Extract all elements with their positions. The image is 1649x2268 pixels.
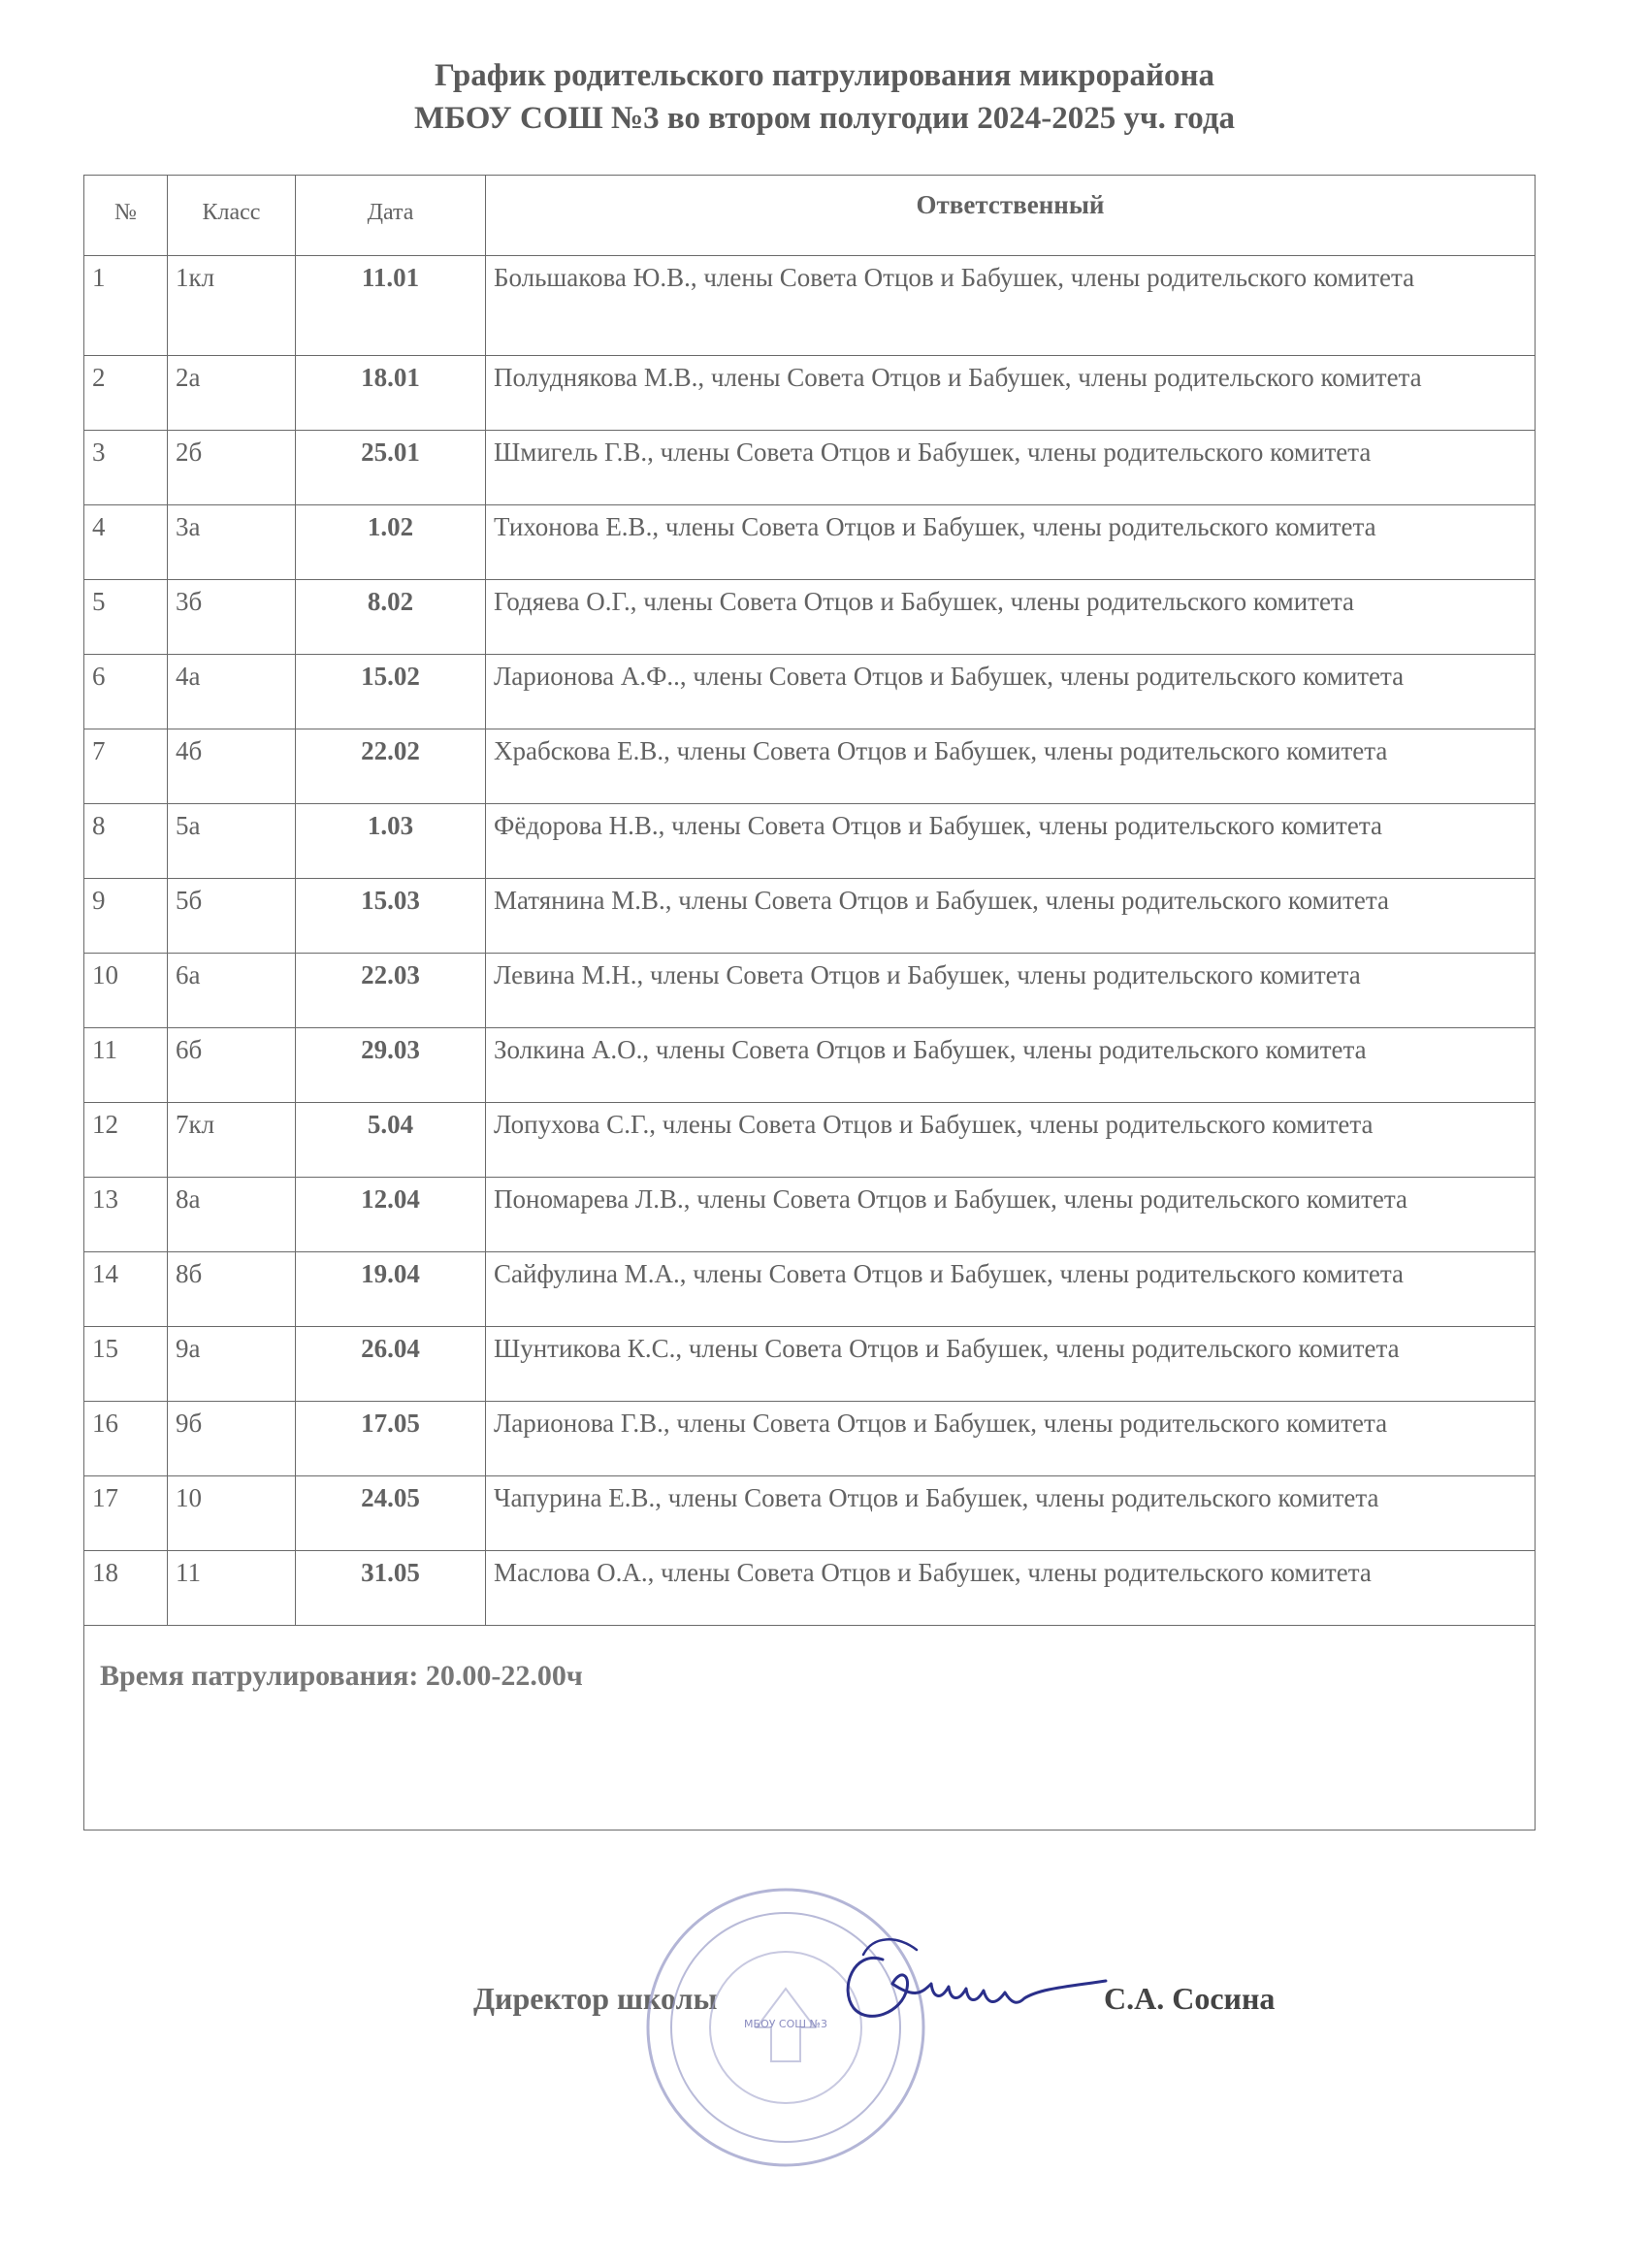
row-date: 5.04 bbox=[296, 1103, 486, 1178]
row-num: 7 bbox=[84, 729, 168, 804]
row-date: 22.03 bbox=[296, 954, 486, 1028]
row-num: 1 bbox=[84, 256, 168, 356]
row-responsible: Тихонова Е.В., члены Совета Отцов и Бабушек, члены родительского комитета bbox=[486, 505, 1536, 580]
row-responsible: Фёдорова Н.В., члены Совета Отцов и Бабушек, члены родительского комитета bbox=[486, 804, 1536, 879]
row-date: 18.01 bbox=[296, 356, 486, 431]
row-num: 10 bbox=[84, 954, 168, 1028]
row-responsible: Храбскова Е.В., члены Совета Отцов и Бабушек, члены родительского комитета bbox=[486, 729, 1536, 804]
header-num: № bbox=[84, 176, 168, 256]
row-class: 3а bbox=[168, 505, 296, 580]
row-responsible: Шмигель Г.В., члены Совета Отцов и Бабушек, члены родительского комитета bbox=[486, 431, 1536, 505]
table-row bbox=[84, 1252, 1536, 1327]
row-class: 3б bbox=[168, 580, 296, 655]
row-responsible: Ларионова Г.В., члены Совета Отцов и Бабушек, члены родительского комитета bbox=[486, 1402, 1536, 1476]
row-date: 12.04 bbox=[296, 1178, 486, 1252]
row-date: 19.04 bbox=[296, 1252, 486, 1327]
header-class: Класс bbox=[168, 176, 296, 256]
row-class: 4б bbox=[168, 729, 296, 804]
row-num: 14 bbox=[84, 1252, 168, 1327]
table-row bbox=[84, 729, 1536, 804]
row-num: 5 bbox=[84, 580, 168, 655]
row-num: 4 bbox=[84, 505, 168, 580]
table-row bbox=[84, 1402, 1536, 1476]
row-date: 1.02 bbox=[296, 505, 486, 580]
director-signature bbox=[824, 1930, 1116, 2037]
row-class: 2б bbox=[168, 431, 296, 505]
header-responsible: Ответственный bbox=[486, 176, 1536, 256]
row-responsible: Чапурина Е.В., члены Совета Отцов и Бабушек, члены родительского комитета bbox=[486, 1476, 1536, 1551]
table-row bbox=[84, 1327, 1536, 1402]
row-class: 5а bbox=[168, 804, 296, 879]
row-date: 25.01 bbox=[296, 431, 486, 505]
table-row bbox=[84, 580, 1536, 655]
table-row bbox=[84, 1028, 1536, 1103]
director-name: С.А. Сосина bbox=[1104, 1981, 1276, 2016]
row-class: 11 bbox=[168, 1551, 296, 1626]
table-row bbox=[84, 655, 1536, 729]
table-row bbox=[84, 505, 1536, 580]
patrol-time: Время патрулирования: 20.00-22.00ч bbox=[84, 1626, 1536, 1831]
stamp-text: МБОУ СОШ №3 bbox=[744, 2018, 827, 2030]
row-responsible: Большакова Ю.В., члены Совета Отцов и Бабушек, члены родительского комитета bbox=[486, 256, 1536, 356]
table-row bbox=[84, 431, 1536, 505]
row-class: 2а bbox=[168, 356, 296, 431]
row-num: 18 bbox=[84, 1551, 168, 1626]
row-responsible: Годяева О.Г., члены Совета Отцов и Бабушек, члены родительского комитета bbox=[486, 580, 1536, 655]
row-date: 15.03 bbox=[296, 879, 486, 954]
row-class: 9б bbox=[168, 1402, 296, 1476]
table-row bbox=[84, 1178, 1536, 1252]
row-num: 9 bbox=[84, 879, 168, 954]
table-header-row bbox=[84, 176, 1536, 256]
row-responsible: Лопухова С.Г., члены Совета Отцов и Бабушек, члены родительского комитета bbox=[486, 1103, 1536, 1178]
row-class: 8б bbox=[168, 1252, 296, 1327]
row-class: 8а bbox=[168, 1178, 296, 1252]
row-date: 26.04 bbox=[296, 1327, 486, 1402]
table-row bbox=[84, 804, 1536, 879]
row-num: 17 bbox=[84, 1476, 168, 1551]
row-date: 29.03 bbox=[296, 1028, 486, 1103]
table-footer-row bbox=[84, 1626, 1536, 1831]
row-responsible: Золкина А.О., члены Совета Отцов и Бабушек, члены родительского комитета bbox=[486, 1028, 1536, 1103]
row-date: 1.03 bbox=[296, 804, 486, 879]
row-num: 15 bbox=[84, 1327, 168, 1402]
row-date: 11.01 bbox=[296, 256, 486, 356]
row-date: 15.02 bbox=[296, 655, 486, 729]
row-responsible: Ларионова А.Ф.., члены Совета Отцов и Бабушек, члены родительского комитета bbox=[486, 655, 1536, 729]
header-date: Дата bbox=[296, 176, 486, 256]
row-class: 9а bbox=[168, 1327, 296, 1402]
row-date: 8.02 bbox=[296, 580, 486, 655]
row-date: 17.05 bbox=[296, 1402, 486, 1476]
table-row bbox=[84, 356, 1536, 431]
table-body bbox=[84, 256, 1536, 1626]
row-date: 22.02 bbox=[296, 729, 486, 804]
row-responsible: Шунтикова К.С., члены Совета Отцов и Бабушек, члены родительского комитета bbox=[486, 1327, 1536, 1402]
document-title bbox=[0, 54, 1649, 140]
row-num: 13 bbox=[84, 1178, 168, 1252]
row-num: 12 bbox=[84, 1103, 168, 1178]
row-responsible: Пономарева Л.В., члены Совета Отцов и Бабушек, члены родительского комитета bbox=[486, 1178, 1536, 1252]
row-num: 6 bbox=[84, 655, 168, 729]
row-class: 5б bbox=[168, 879, 296, 954]
row-class: 1кл bbox=[168, 256, 296, 356]
table-row bbox=[84, 1551, 1536, 1626]
title-line-2: МБОУ СОШ №3 во втором полугодии 2024-2025 уч. года bbox=[413, 101, 1236, 136]
row-responsible: Сайфулина М.А., члены Совета Отцов и Бабушек, члены родительского комитета bbox=[486, 1252, 1536, 1327]
row-class: 7кл bbox=[168, 1103, 296, 1178]
table-row bbox=[84, 256, 1536, 356]
table-row bbox=[84, 1103, 1536, 1178]
table-row bbox=[84, 954, 1536, 1028]
row-class: 6а bbox=[168, 954, 296, 1028]
table-row bbox=[84, 879, 1536, 954]
row-responsible: Левина М.Н., члены Совета Отцов и Бабушек, члены родительского комитета bbox=[486, 954, 1536, 1028]
row-responsible: Полуднякова М.В., члены Совета Отцов и Бабушек, члены родительского комитета bbox=[486, 356, 1536, 431]
row-responsible: Матянина М.В., члены Совета Отцов и Бабушек, члены родительского комитета bbox=[486, 879, 1536, 954]
row-class: 4а bbox=[168, 655, 296, 729]
row-num: 8 bbox=[84, 804, 168, 879]
row-date: 24.05 bbox=[296, 1476, 486, 1551]
table-row bbox=[84, 1476, 1536, 1551]
row-num: 11 bbox=[84, 1028, 168, 1103]
row-num: 2 bbox=[84, 356, 168, 431]
row-class: 6б bbox=[168, 1028, 296, 1103]
patrol-schedule-table bbox=[83, 175, 1536, 1831]
row-date: 31.05 bbox=[296, 1551, 486, 1626]
row-num: 3 bbox=[84, 431, 168, 505]
row-num: 16 bbox=[84, 1402, 168, 1476]
row-class: 10 bbox=[168, 1476, 296, 1551]
director-label: Директор школы bbox=[473, 1981, 718, 2016]
title-line-1: График родительского патрулирования микрорайона bbox=[434, 58, 1215, 93]
row-responsible: Маслова О.А., члены Совета Отцов и Бабушек, члены родительского комитета bbox=[486, 1551, 1536, 1626]
